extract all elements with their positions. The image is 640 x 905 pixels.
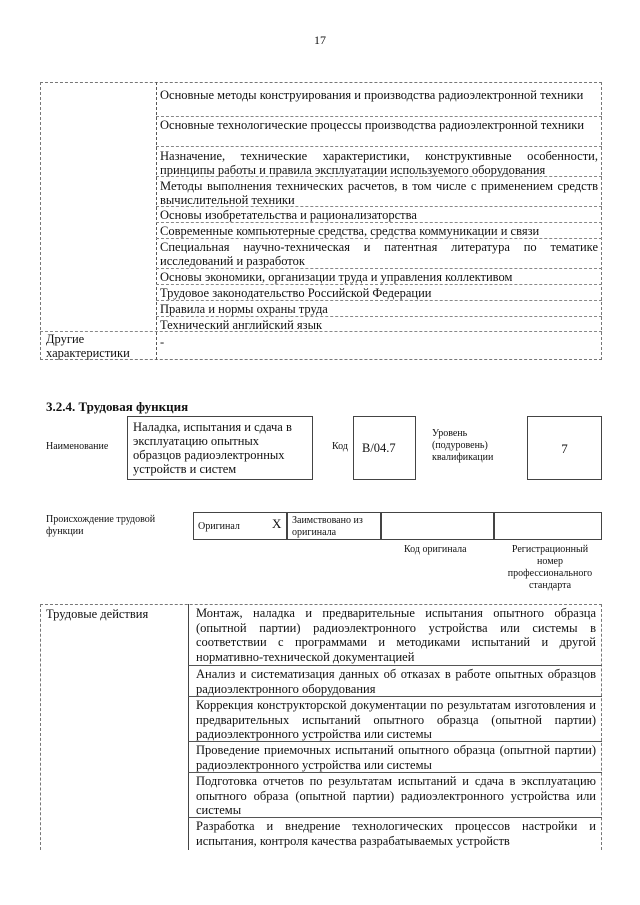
knowledge-row: Основные технологические процессы производства радиоэлектронной техники [160,118,585,132]
action-item: Монтаж, наладка и предварительные испытания опытного образца (опытной партии) радиоэлектронного устройства или системы в соответствии с программами и методиками испытаний и другой нормативно-технической документацией [196,606,596,664]
code-value: B/04.7 [353,416,416,480]
knowledge-row: Основы экономики, организации труда и управления коллективом [160,270,513,284]
page-number: 17 [314,33,326,47]
labor-actions-label: Трудовые действия [46,607,149,621]
original-code-box [381,512,494,540]
knowledge-row: Основы изобретательства и рационализаторства [160,208,417,222]
code-label: Код [332,441,348,452]
original-mark: X [272,516,282,531]
knowledge-row: Правила и нормы охраны труда [160,302,328,316]
other-characteristics-label: Другие характеристики [46,332,130,360]
level-label: Уровень (подуровень) квалификации [432,428,494,463]
registration-box [494,512,602,540]
level-value: 7 [527,416,602,480]
knowledge-row: Основные методы конструирования и производства радиоэлектронной техники [160,88,584,102]
action-item: Разработка и внедрение технологических процессов настройки и испытания, контроля качества разрабатываемых устройств [196,819,596,848]
labor-actions-table [40,604,602,850]
origin-label: Происхождение трудовой функции [46,514,156,537]
knowledge-row: Трудовое законодательство Российской Федерации [160,286,432,300]
knowledge-row: Современные компьютерные средства, средства коммуникации и связи [160,224,540,238]
borrowed-box [287,512,381,540]
other-characteristics-value: - [160,335,165,349]
borrowed-label: Заимствовано из оригинала [292,515,363,538]
name-label: Наименование [46,441,109,452]
original-code-caption: Код оригинала [404,544,467,555]
action-item: Подготовка отчетов по результатам испытаний и сдача в эксплуатацию опытного образа (опытной партии) радиоэлектронного устройства или системы [196,774,596,818]
original-box [193,512,287,540]
section-title: 3.2.4. Трудовая функция [46,399,189,414]
knowledge-row: Технический английский язык [160,318,323,332]
action-item: Анализ и систематизация данных об отказах в работе опытных образцов радиоэлектронного оборудования [196,667,596,696]
knowledge-row: Специальная научно-техническая и патентная литература по тематике исследований и разработок [160,240,598,268]
knowledge-row: Методы выполнения технических расчетов, в том числе с применением средств вычислительной техники [160,179,598,207]
function-name-value: Наладка, испытания и сдача в эксплуатацию опытных образцов радиоэлектронных устройств и систем [127,416,313,480]
original-label: Оригинал [198,521,240,532]
knowledge-row: Назначение, технические характеристики, конструктивные особенности, принципы работы и правила эксплуатации используемого оборудования [160,149,598,177]
registration-caption: Регистрационный номер профессионального стандарта [507,544,593,591]
action-item: Проведение приемочных испытаний опытного образца (опытной партии) радиоэлектронного устройства или системы [196,743,596,772]
action-item: Коррекция конструкторской документации по результатам изготовления и предварительных испытаний опытного образца (опытной партии) радиоэлектронного устройства или системы [196,698,596,742]
knowledge-table [40,82,602,360]
